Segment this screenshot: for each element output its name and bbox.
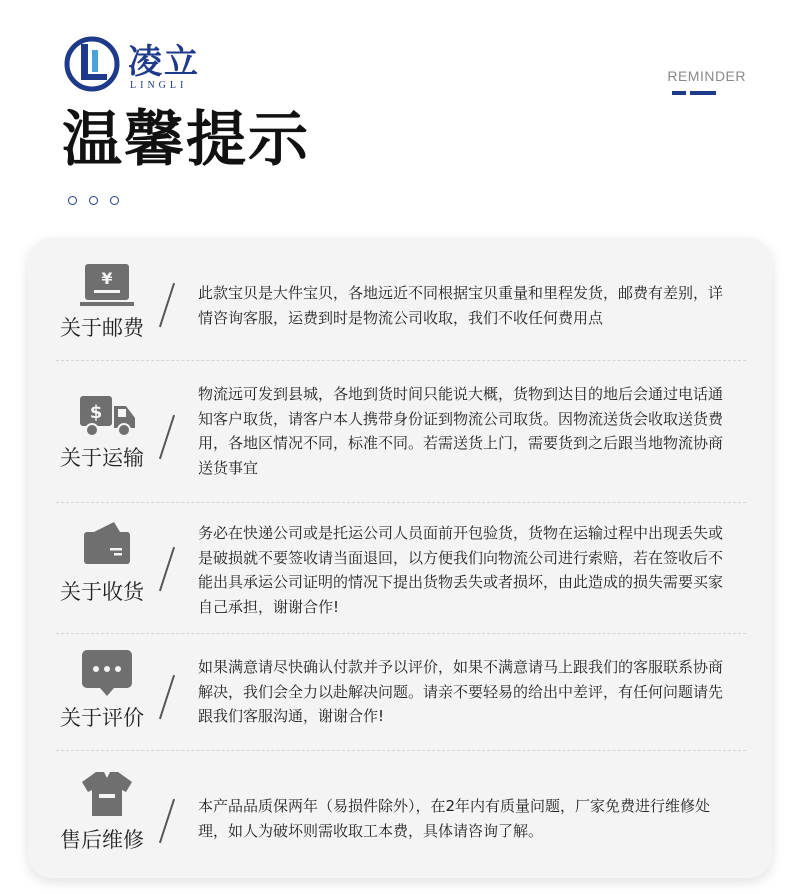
section-text: 本产品品质保两年（易损件除外），在2年内有质量问题，厂家免费进行维修处理，如人为破坏则需收取工本费，具体请咨询了解。 xyxy=(198,797,711,840)
section-label: 关于评价 xyxy=(60,706,144,730)
section-label: 关于运输 xyxy=(60,446,144,470)
section-text: 务必在快递公司或是托运公司人员面前开包验货，货物在运输过程中出现丢失或是破损就不要签收请当面退回，以方便我们向物流公司进行索赔，若在签收后不能出具承运公司证明的情况下提出货物丢失或者损坏，由此造成的损失需要买家自己承担，谢谢合作! xyxy=(198,524,724,616)
logo-english-name: LINGLI xyxy=(130,80,188,91)
reminder-underline xyxy=(690,91,716,95)
svg-text:¥: ¥ xyxy=(101,269,113,288)
yen-receipt-icon xyxy=(80,262,134,308)
section-label: 售后维修 xyxy=(60,828,144,852)
page-title: 温馨提示 xyxy=(62,105,310,175)
circle-icon xyxy=(110,196,119,205)
wallet-icon xyxy=(80,520,134,566)
reminder-underline xyxy=(672,91,686,95)
notice-card xyxy=(28,238,772,878)
tshirt-icon xyxy=(80,770,134,816)
decorative-dots xyxy=(68,190,131,209)
logo-mark-icon xyxy=(64,36,124,92)
row-divider xyxy=(56,633,746,634)
brand-logo xyxy=(64,36,214,92)
reminder-label: REMINDER xyxy=(667,68,746,84)
delivery-truck-icon xyxy=(80,394,134,440)
chat-bubble-icon xyxy=(80,648,134,694)
row-divider xyxy=(56,502,746,503)
logo-chinese-name: 凌立 xyxy=(128,42,200,82)
circle-icon xyxy=(68,196,77,205)
row-divider xyxy=(56,750,746,751)
svg-text:$: $ xyxy=(89,402,103,423)
section-text: 如果满意请尽快确认付款并予以评价，如果不满意请马上跟我们的客服联系协商解决，我们会全力以赴解决问题。请亲不要轻易的给出中差评，有任何问题请先跟我们客服沟通，谢谢合作! xyxy=(198,658,724,725)
section-label: 关于邮费 xyxy=(60,316,144,340)
circle-icon xyxy=(89,196,98,205)
section-label: 关于收货 xyxy=(60,580,144,604)
row-divider xyxy=(56,360,746,361)
section-text: 物流远可发到县城，各地到货时间只能说大概，货物到达目的地后会通过电话通知客户取货，请客户本人携带身份证到物流公司取货。因物流送货会收取送货费用，各地区情况不同，标准不同。若需送货上门，需要货到之后跟当地物流协商送货事宜 xyxy=(198,385,724,477)
section-text: 此款宝贝是大件宝贝，各地远近不同根据宝贝重量和里程发货，邮费有差别，详情咨询客服，运费到时是物流公司收取，我们不收任何费用点 xyxy=(198,284,724,327)
